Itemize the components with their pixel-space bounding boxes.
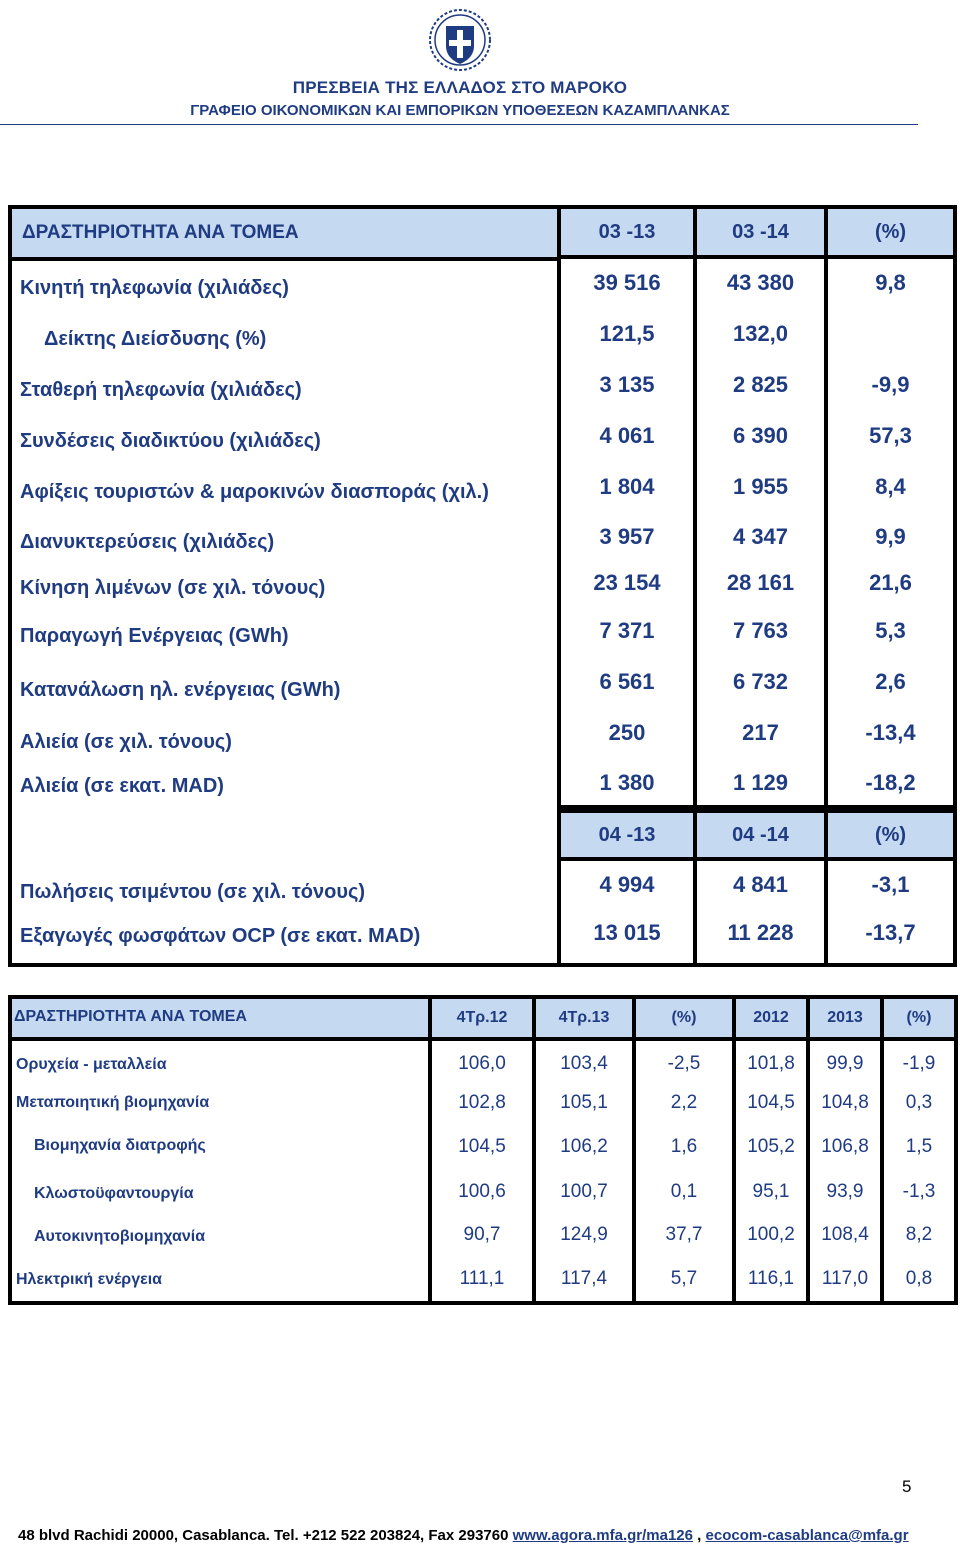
embassy-name: ΠΡΕΣΒΕΙΑ ΤΗΣ ΕΛΛΑΔΟΣ ΣΤΟ ΜΑΡΟΚΟ bbox=[292, 78, 628, 97]
cell-value: 23 154 bbox=[561, 563, 693, 603]
column-header: 03 -14 bbox=[697, 209, 824, 255]
table-title: ΔΡΑΣΤΗΡΙΟΤΗΤΑ ΑΝΑ ΤΟΜΕΑ bbox=[12, 209, 557, 257]
cell-value: 117,0 bbox=[810, 1262, 880, 1296]
cell-value: 4 994 bbox=[561, 865, 693, 905]
row-label: Παραγωγή Ενέργειας (GWh) bbox=[20, 625, 289, 647]
header-divider bbox=[0, 124, 918, 125]
cell-value: 6 390 bbox=[697, 416, 824, 456]
cell-value: 1 955 bbox=[697, 467, 824, 507]
cell-value: 0,3 bbox=[884, 1086, 954, 1120]
cell-value: 99,9 bbox=[810, 1047, 880, 1081]
row-label: Βιομηχανία διατροφής bbox=[34, 1137, 206, 1154]
cell-value: 100,6 bbox=[432, 1175, 532, 1209]
row-label: Ορυχεία - μεταλλεία bbox=[16, 1056, 167, 1073]
row-label: Διανυκτερεύσεις (χιλιάδες) bbox=[20, 531, 275, 553]
cell-value: 104,5 bbox=[736, 1086, 806, 1120]
column-header: 2013 bbox=[810, 999, 880, 1037]
cell-value: 95,1 bbox=[736, 1175, 806, 1209]
cell-value: 4 347 bbox=[697, 517, 824, 557]
cell-value: 108,4 bbox=[810, 1218, 880, 1252]
row-label: Αλιεία (σε χιλ. τόνους) bbox=[20, 731, 232, 753]
label-column bbox=[12, 209, 557, 963]
cell-value: 104,8 bbox=[810, 1086, 880, 1120]
label-column bbox=[12, 1041, 428, 1301]
cell-value: 2,2 bbox=[636, 1086, 732, 1120]
cell-value: 39 516 bbox=[561, 263, 693, 303]
cell-value: 105,2 bbox=[736, 1130, 806, 1164]
cell-value: 104,5 bbox=[432, 1130, 532, 1164]
row-label: Κατανάλωση ηλ. ενέργειας (GWh) bbox=[20, 679, 341, 701]
row-label: Κίνηση λιμένων (σε χιλ. τόνους) bbox=[20, 577, 326, 599]
cell-value: 1 380 bbox=[561, 763, 693, 803]
cell-value: 124,9 bbox=[536, 1218, 632, 1252]
cell-value: -13,7 bbox=[828, 913, 953, 953]
cell-value: 250 bbox=[561, 713, 693, 753]
column-header: (%) bbox=[636, 999, 732, 1037]
cell-value: 217 bbox=[697, 713, 824, 753]
footer bbox=[18, 1527, 909, 1544]
row-label: Κλωστοϋφαντουργία bbox=[34, 1185, 194, 1202]
row-label: Πωλήσεις τσιμέντου (σε χιλ. τόνους) bbox=[20, 881, 366, 903]
cell-value: 102,8 bbox=[432, 1086, 532, 1120]
cell-value: 9,8 bbox=[828, 263, 953, 303]
cell-value: 116,1 bbox=[736, 1262, 806, 1296]
column-header: 04 -13 bbox=[561, 813, 693, 857]
cell-value: 8,4 bbox=[828, 467, 953, 507]
cell-value: -13,4 bbox=[828, 713, 953, 753]
row-label: Αφίξεις τουριστών & μαροκινών διασποράς (χιλ.) bbox=[20, 481, 489, 503]
cell-value: 101,8 bbox=[736, 1047, 806, 1081]
cell-value: 21,6 bbox=[828, 563, 953, 603]
cell-value: 7 763 bbox=[697, 611, 824, 651]
office-name: ΓΡΑΦΕΙΟ ΟΙΚΟΝΟΜΙΚΩΝ ΚΑΙ ΕΜΠΟΡΙΚΩΝ ΥΠΟΘΕΣΕΩΝ ΚΑΖΑΜΠΛΑΝΚΑΣ bbox=[190, 102, 730, 119]
column-header: (%) bbox=[828, 813, 953, 857]
row-label: Συνδέσεις διαδικτύου (χιλιάδες) bbox=[20, 430, 321, 452]
cell-value: -1,9 bbox=[884, 1047, 954, 1081]
column-header: 04 -14 bbox=[697, 813, 824, 857]
cell-value: 106,2 bbox=[536, 1130, 632, 1164]
cell-value: 2,6 bbox=[828, 662, 953, 702]
cell-value: 7 371 bbox=[561, 611, 693, 651]
row-label: Σταθερή τηλεφωνία (χιλιάδες) bbox=[20, 379, 302, 401]
email-link[interactable]: ecocom-casablanca@mfa.gr bbox=[705, 1527, 909, 1544]
footer-separator: , bbox=[693, 1527, 706, 1544]
column-header: 4Τρ.12 bbox=[432, 999, 532, 1037]
row-label: Αλιεία (σε εκατ. MAD) bbox=[20, 775, 224, 797]
cell-value: 1 804 bbox=[561, 467, 693, 507]
cell-value: 90,7 bbox=[432, 1218, 532, 1252]
cell-value: 57,3 bbox=[828, 416, 953, 456]
header-divider bbox=[12, 257, 557, 261]
cell-value: 1,5 bbox=[884, 1130, 954, 1164]
industrial-production-table bbox=[8, 995, 958, 1305]
cell-value: 111,1 bbox=[432, 1262, 532, 1296]
column-header: 2012 bbox=[736, 999, 806, 1037]
cell-value: -18,2 bbox=[828, 763, 953, 803]
row-label: Ηλεκτρική ενέργεια bbox=[16, 1271, 162, 1288]
cell-value: 0,8 bbox=[884, 1262, 954, 1296]
cell-value: 5,7 bbox=[636, 1262, 732, 1296]
cell-value: 8,2 bbox=[884, 1218, 954, 1252]
cell-value: 4 061 bbox=[561, 416, 693, 456]
cell-value: 105,1 bbox=[536, 1086, 632, 1120]
cell-value: 5,3 bbox=[828, 611, 953, 651]
cell-value bbox=[828, 314, 953, 354]
cell-value: 0,1 bbox=[636, 1175, 732, 1209]
cell-value: 106,0 bbox=[432, 1047, 532, 1081]
cell-value: 121,5 bbox=[561, 314, 693, 354]
greek-coat-of-arms-icon bbox=[428, 8, 492, 72]
column-header: (%) bbox=[884, 999, 954, 1037]
cell-value: 1,6 bbox=[636, 1130, 732, 1164]
cell-value: 3 135 bbox=[561, 365, 693, 405]
cell-value: 37,7 bbox=[636, 1218, 732, 1252]
cell-value: -3,1 bbox=[828, 865, 953, 905]
page-number: 5 bbox=[902, 1477, 912, 1496]
cell-value: 100,2 bbox=[736, 1218, 806, 1252]
cell-value: 28 161 bbox=[697, 563, 824, 603]
cell-value: 93,9 bbox=[810, 1175, 880, 1209]
cell-value: -9,9 bbox=[828, 365, 953, 405]
sector-activity-table bbox=[8, 205, 957, 967]
cell-value: 103,4 bbox=[536, 1047, 632, 1081]
cell-value: 43 380 bbox=[697, 263, 824, 303]
column-header: 03 -13 bbox=[561, 209, 693, 255]
cell-value: 106,8 bbox=[810, 1130, 880, 1164]
row-label: Εξαγωγές φωσφάτων OCP (σε εκατ. MAD) bbox=[20, 925, 421, 947]
cell-value: 100,7 bbox=[536, 1175, 632, 1209]
website-link[interactable]: www.agora.mfa.gr/ma126 bbox=[512, 1527, 693, 1544]
footer-address: 48 blvd Rachidi 20000, Casablanca. Tel. +212 522 203824, Fax 293760 bbox=[18, 1527, 513, 1544]
cell-value: 2 825 bbox=[697, 365, 824, 405]
cell-value: 6 561 bbox=[561, 662, 693, 702]
row-label: Μεταποιητική βιομηχανία bbox=[16, 1094, 210, 1111]
cell-value: 13 015 bbox=[561, 913, 693, 953]
cell-value: -2,5 bbox=[636, 1047, 732, 1081]
cell-value: 9,9 bbox=[828, 517, 953, 557]
cell-value: 1 129 bbox=[697, 763, 824, 803]
cell-value: 11 228 bbox=[697, 913, 824, 953]
cell-value: 6 732 bbox=[697, 662, 824, 702]
column-header: (%) bbox=[828, 209, 953, 255]
column-header: 4Τρ.13 bbox=[536, 999, 632, 1037]
row-label: Αυτοκινητοβιομηχανία bbox=[34, 1228, 206, 1245]
cell-value: 3 957 bbox=[561, 517, 693, 557]
row-label: Δείκτης Διείσδυσης (%) bbox=[44, 328, 267, 350]
cell-value: 4 841 bbox=[697, 865, 824, 905]
cell-value: 132,0 bbox=[697, 314, 824, 354]
cell-value: 117,4 bbox=[536, 1262, 632, 1296]
table-title: ΔΡΑΣΤΗΡΙΟΤΗΤΑ ΑΝΑ ΤΟΜΕΑ bbox=[14, 1008, 247, 1025]
letterhead bbox=[0, 0, 960, 130]
row-label: Κινητή τηλεφωνία (χιλιάδες) bbox=[20, 277, 289, 299]
cell-value: -1,3 bbox=[884, 1175, 954, 1209]
